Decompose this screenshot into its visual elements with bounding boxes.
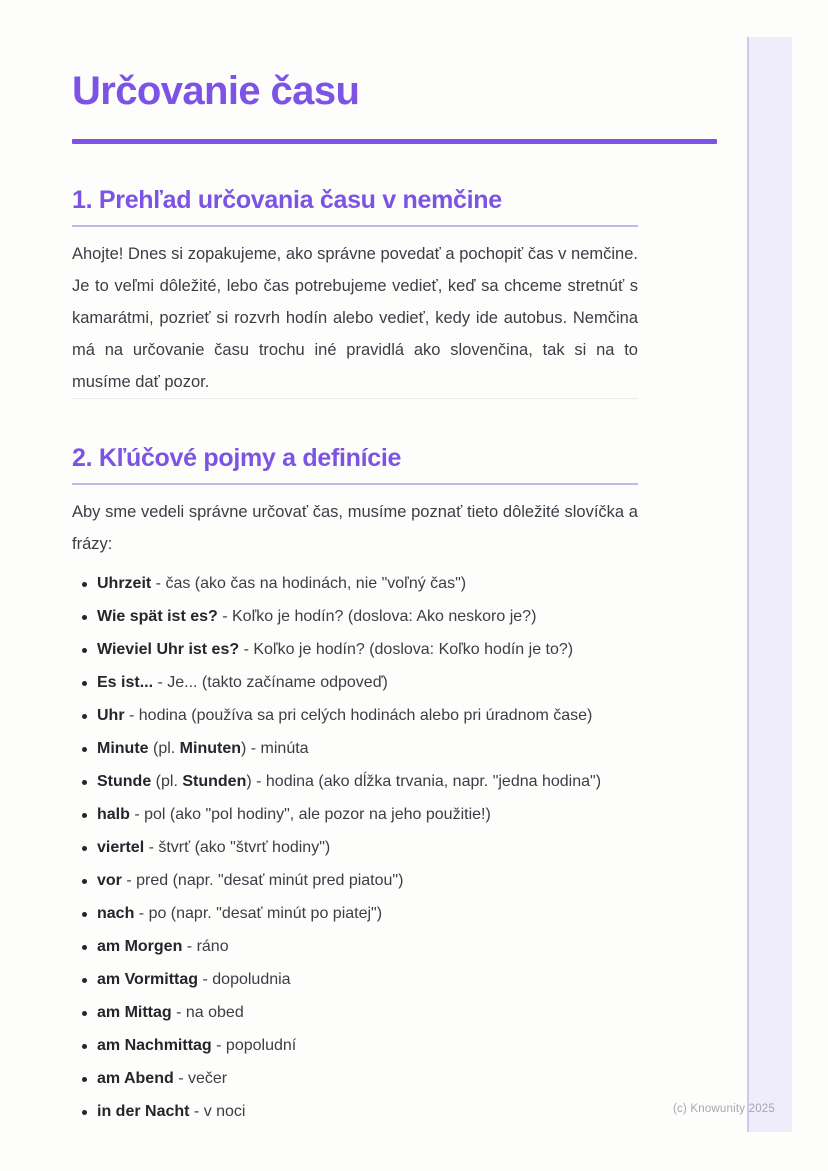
list-item <box>72 1036 682 1056</box>
section-1-heading-rule <box>72 225 638 227</box>
term-definition: - Koľko je hodín? (doslova: Ako neskoro je?) <box>217 608 537 625</box>
term-definition: ) - minúta <box>241 740 309 757</box>
term-text: am Abend <box>97 1070 174 1087</box>
copyright-notice: (c) Knowunity 2025 <box>672 1103 775 1115</box>
term-text: Stunden <box>182 773 247 790</box>
list-item <box>72 772 682 792</box>
term-text: Uhr <box>97 707 125 724</box>
term-definition: - Je... (takto začíname odpoveď) <box>153 674 388 691</box>
term-definition: - čas (ako čas na hodinách, nie "voľný čas") <box>151 575 467 592</box>
list-item <box>72 904 682 924</box>
section-overview <box>72 185 717 398</box>
list-item <box>72 673 682 693</box>
list-item <box>72 970 682 990</box>
list-item <box>72 838 682 858</box>
term-definition: - pred (napr. "desať minút pred piatou") <box>121 872 404 889</box>
term-definition: - večer <box>173 1070 228 1087</box>
term-definition: - pol (ako "pol hodiny", ale pozor na jeho použitie!) <box>129 806 491 823</box>
page-content <box>72 0 717 1135</box>
term-text: in der Nacht <box>97 1103 190 1120</box>
term-text: viertel <box>97 839 145 856</box>
list-item <box>72 574 682 594</box>
section-1-heading: 1. Prehľad určovania času v nemčine <box>72 186 502 214</box>
title-underline-rule <box>72 139 717 144</box>
term-definition: - štvrť (ako "štvrť hodiny") <box>144 839 331 856</box>
term-text: Minute <box>97 740 149 757</box>
term-text: nach <box>97 905 135 922</box>
list-item <box>72 706 682 726</box>
term-definition: (pl. <box>148 740 180 757</box>
term-definition: - ráno <box>182 938 229 955</box>
term-definition: - po (napr. "desať minút po piatej") <box>134 905 383 922</box>
term-definition: - dopoludnia <box>198 971 291 988</box>
term-text: Stunde <box>97 773 152 790</box>
list-item <box>72 1003 682 1023</box>
term-definition: - popoludní <box>211 1037 297 1054</box>
list-item <box>72 739 682 759</box>
term-text: am Nachmittag <box>97 1037 212 1054</box>
section-2-paragraph: Aby sme vedeli správne určovať čas, musíme poznať tieto dôležité slovíčka a frázy: <box>72 503 638 553</box>
list-item <box>72 805 682 825</box>
page-edge-bar <box>747 37 792 1132</box>
term-text: Minuten <box>179 740 241 757</box>
list-item <box>72 607 682 627</box>
term-text: am Mittag <box>97 1004 172 1021</box>
list-item <box>72 640 682 660</box>
term-text: Es ist... <box>97 674 154 691</box>
term-text: Wie spät ist es? <box>97 608 218 625</box>
term-text: halb <box>97 806 130 823</box>
term-definition: (pl. <box>151 773 183 790</box>
list-item <box>72 1069 682 1089</box>
term-text: am Vormittag <box>97 971 199 988</box>
term-definition: - v noci <box>189 1103 246 1120</box>
term-text: Wieviel Uhr ist es? <box>97 641 240 658</box>
term-text: am Morgen <box>97 938 183 955</box>
page-title: Určovanie času <box>72 69 360 113</box>
list-item <box>72 937 682 957</box>
term-definition: ) - hodina (ako dĺžka trvania, napr. "jedna hodina") <box>246 773 602 790</box>
term-definition: - na obed <box>171 1004 244 1021</box>
term-definition: - hodina (používa sa pri celých hodinách alebo pri úradnom čase) <box>124 707 593 724</box>
list-item <box>72 1102 682 1122</box>
term-text: vor <box>97 872 122 889</box>
section-2-heading: 2. Kľúčové pojmy a definície <box>72 444 402 472</box>
section-divider <box>72 398 638 399</box>
list-item <box>72 871 682 891</box>
term-text: Uhrzeit <box>97 575 152 592</box>
section-1-paragraph: Ahojte! Dnes si zopakujeme, ako správne povedať a pochopiť čas v nemčine. Je to veľmi dôležité, lebo čas potrebujeme vedieť, keď sa chceme stretnúť s kamarátmi, pozrieť si rozvrh hodín alebo vedieť, kedy ide autobus. Nemčina má na určovanie času trochu iné pravidlá ako slovenčina, tak si na to musíme dať pozor. <box>72 245 638 391</box>
section-2-heading-rule <box>72 483 638 485</box>
term-definition: - Koľko je hodín? (doslova: Koľko hodín je to?) <box>239 641 574 658</box>
section-key-terms <box>72 443 717 1122</box>
key-terms-list <box>72 574 682 1122</box>
